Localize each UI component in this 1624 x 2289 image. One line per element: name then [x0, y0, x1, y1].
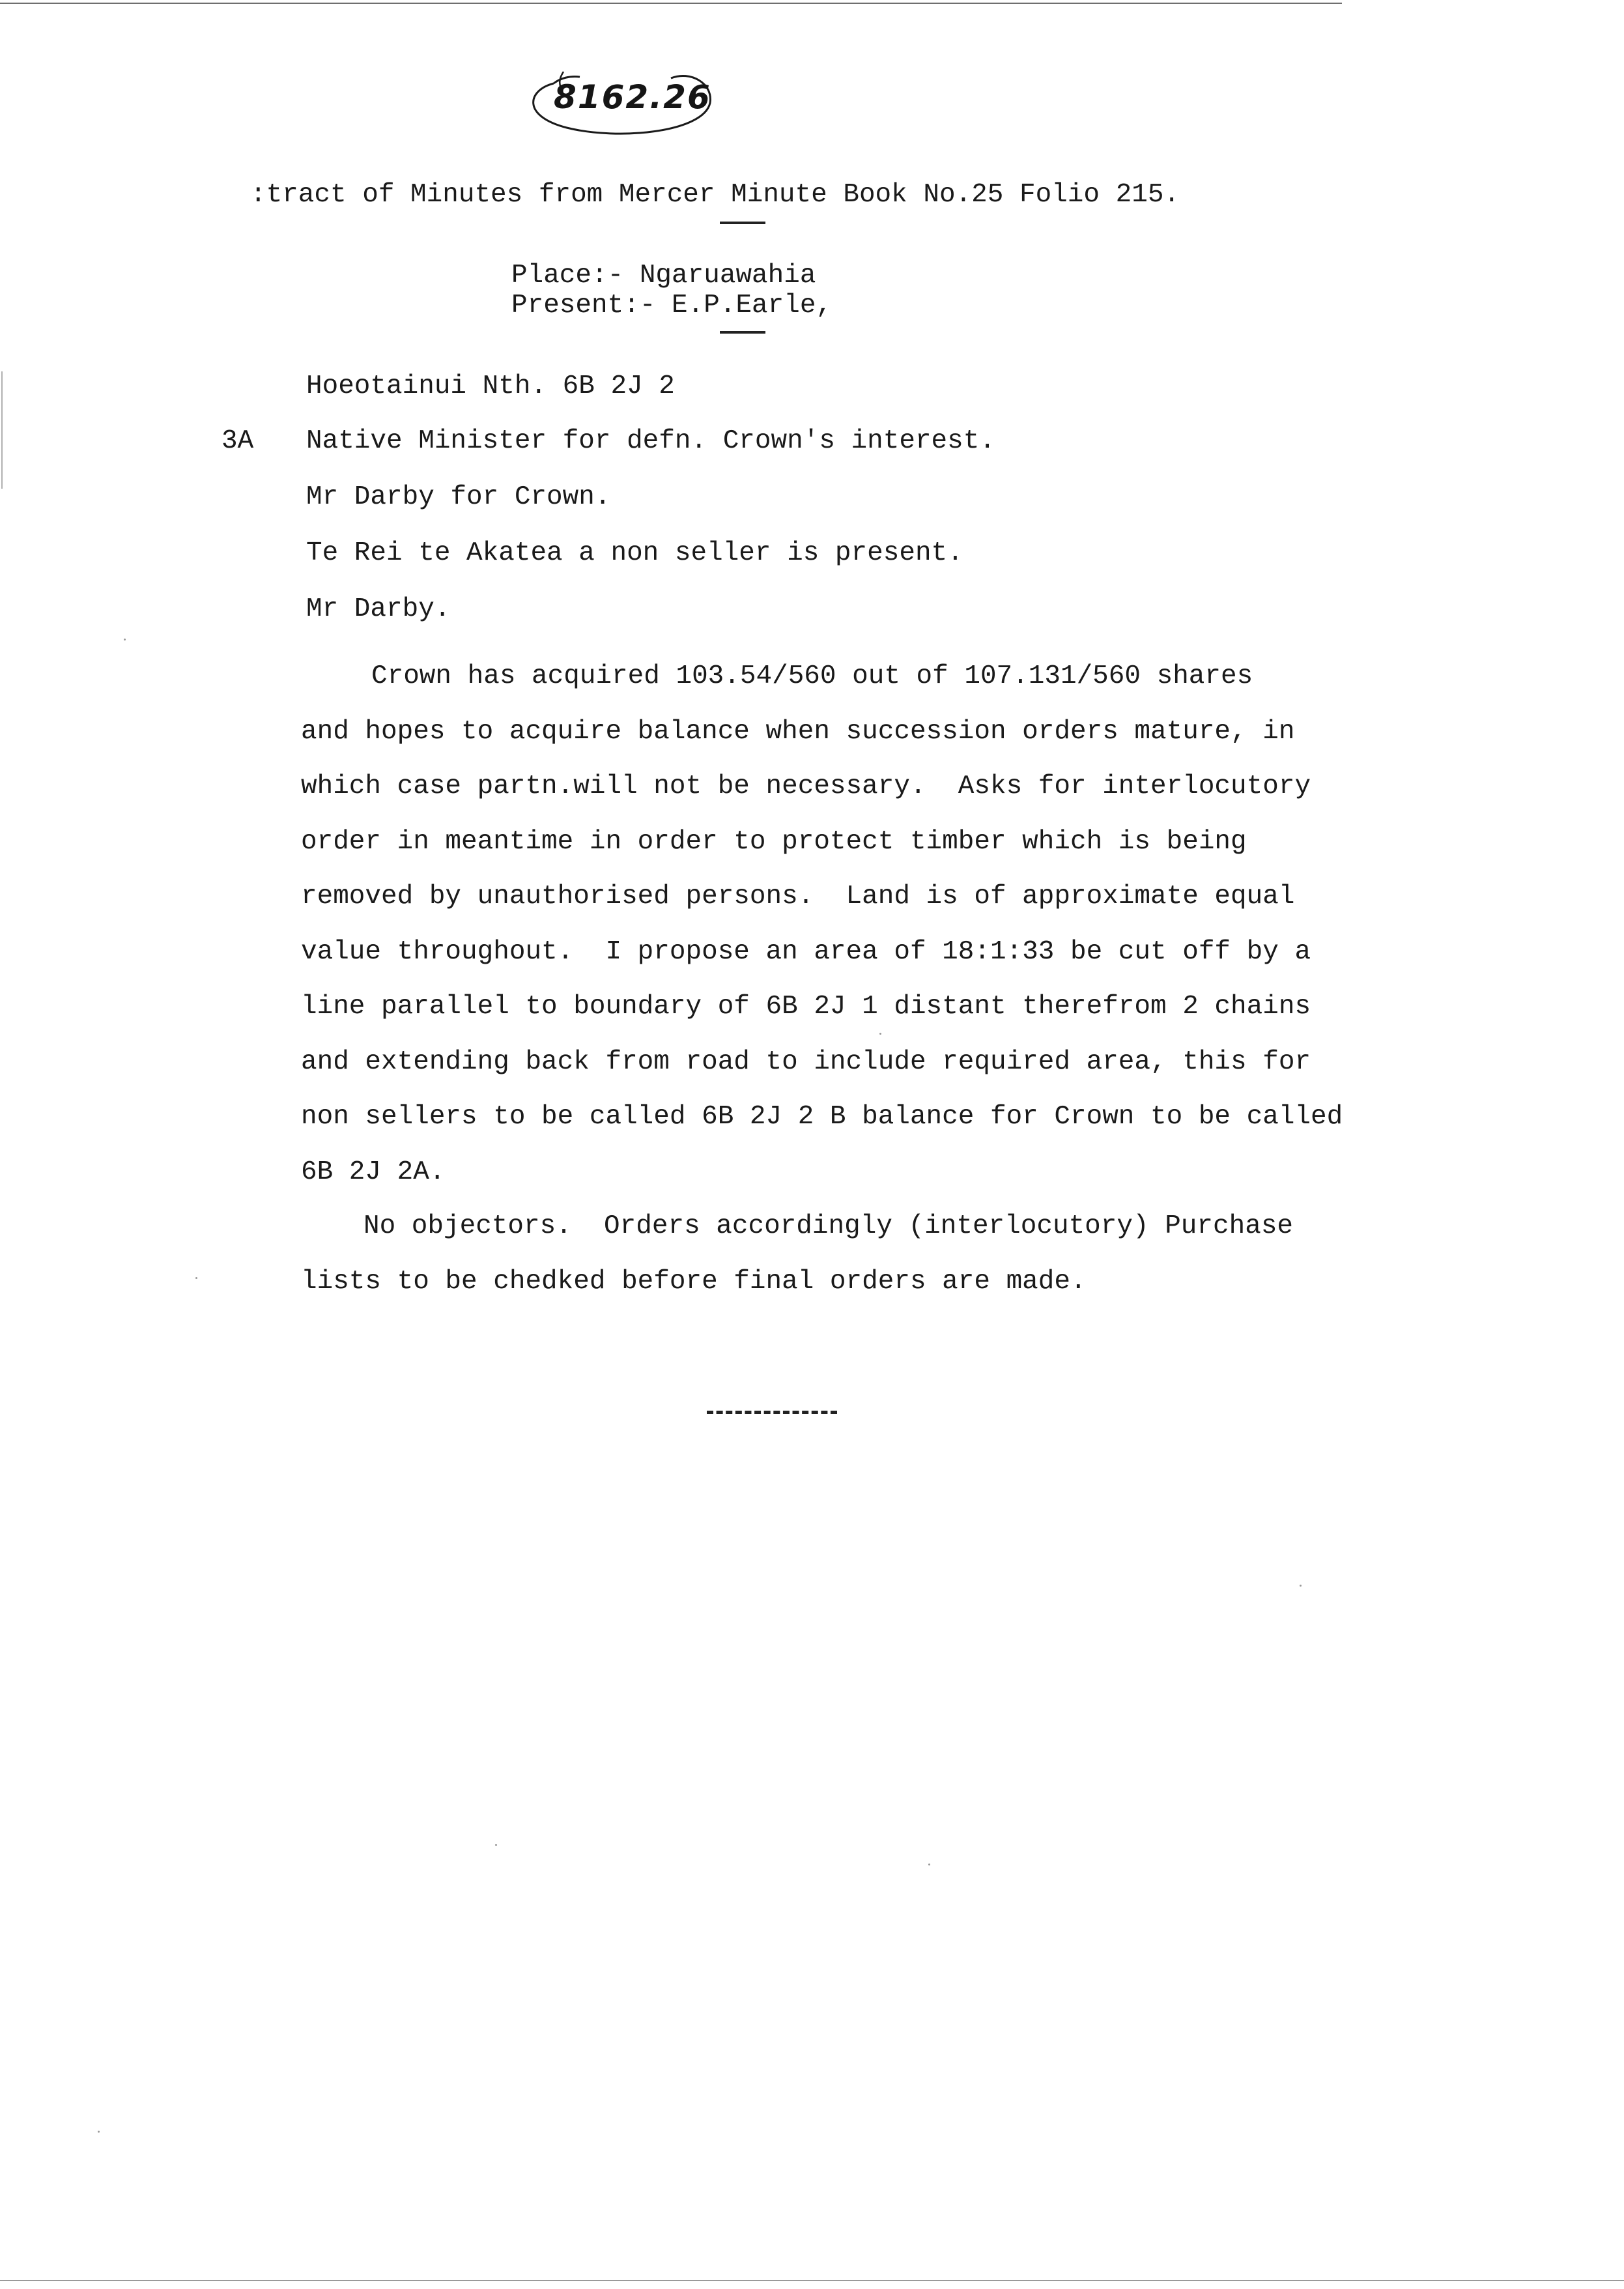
end-rule [707, 1411, 837, 1414]
non-seller-line: Te Rei te Akatea a non seller is present. [306, 538, 963, 568]
statement-line: Crown has acquired 103.54/560 out of 107.131/560 shares [371, 661, 1253, 691]
statement-line: value throughout. I propose an area of 18:1:33 be cut off by a [301, 936, 1311, 967]
statement-paragraph [301, 649, 1421, 1200]
statement-line: which case partn.will not be necessary. Asks for interlocutory [301, 771, 1311, 801]
scan-speck [879, 1033, 881, 1035]
scan-speck [195, 1277, 197, 1279]
statement-line: line parallel to boundary of 6B 2J 1 distant therefrom 2 chains [301, 992, 1311, 1022]
header-separator [720, 331, 765, 334]
statement-line: and extending back from road to include required area, this for [301, 1046, 1311, 1077]
statement-line: order in meantime in order to protect timber which is being [301, 826, 1247, 857]
orders-paragraph [301, 1199, 1421, 1309]
scan-edge-top [0, 3, 1342, 4]
speaker-line: Mr Darby. [306, 594, 451, 624]
handwritten-reference: 8162.26 [554, 78, 711, 116]
crown-counsel-line: Mr Darby for Crown. [306, 482, 611, 512]
document-title: :tract of Minutes from Mercer Minute Book No.25 Folio 215. [250, 180, 1180, 210]
scan-speck [1300, 1585, 1302, 1587]
orders-line: No objectors. Orders accordingly (interlocutory) Purchase [363, 1211, 1294, 1241]
native-minister-line: Native Minister for defn. Crown's interest. [306, 426, 995, 456]
scan-edge-left [1, 371, 3, 489]
scan-speck [98, 2131, 100, 2133]
scan-speck [928, 1864, 930, 1865]
statement-line: 6B 2J 2A. [301, 1157, 446, 1187]
scan-speck [495, 1844, 497, 1846]
scan-speck [124, 639, 126, 641]
statement-line: non sellers to be called 6B 2J 2 B balance for Crown to be called [301, 1102, 1343, 1132]
orders-line: lists to be chedked before final orders are made. [301, 1266, 1087, 1297]
scan-edge-bottom [0, 2280, 1624, 2281]
statement-line: and hopes to acquire balance when succession orders mature, in [301, 716, 1295, 747]
margin-note: 3A [221, 426, 254, 456]
block-reference: Hoeotainui Nth. 6B 2J 2 [306, 371, 675, 401]
place-line: Place:- Ngaruawahia [511, 261, 816, 291]
statement-line: removed by unauthorised persons. Land is of approximate equal [301, 882, 1295, 912]
present-line: Present:- E.P.Earle, [511, 291, 833, 321]
title-separator [720, 222, 765, 224]
